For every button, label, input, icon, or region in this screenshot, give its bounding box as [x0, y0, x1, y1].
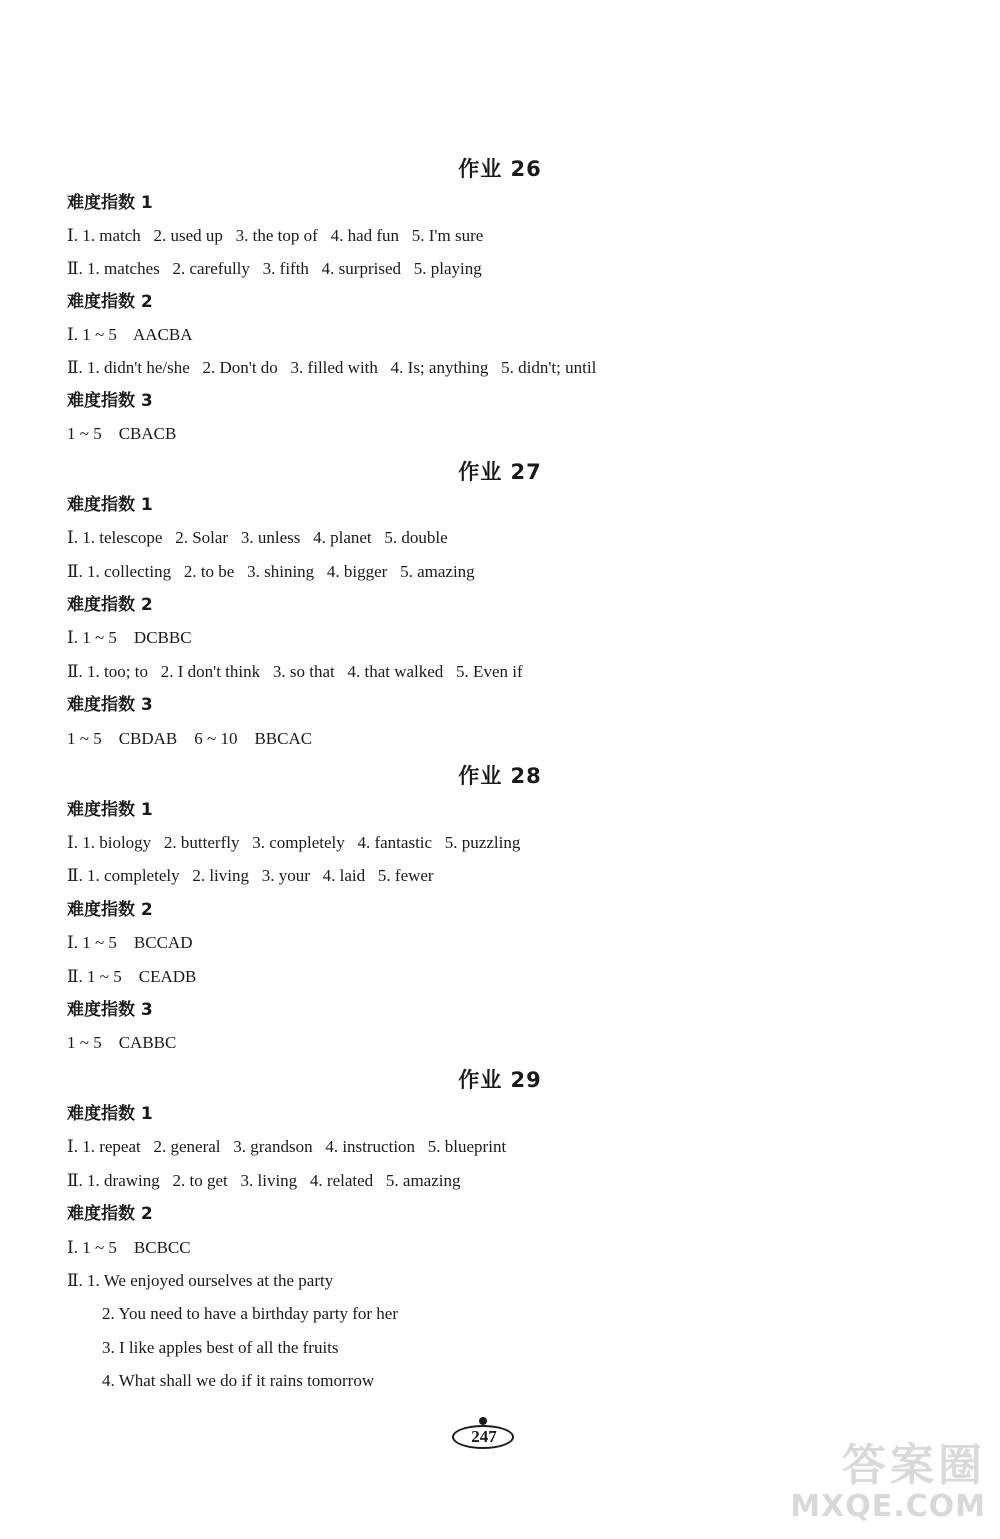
answer-line: 3. I like apples best of all the fruits — [102, 1338, 339, 1357]
answer-line: Ⅰ. 1. match 2. used up 3. the top of 4. had fun 5. I'm sure — [67, 226, 484, 245]
answer-line: Ⅰ. 1. biology 2. butterfly 3. completely 4. fantastic 5. puzzling — [67, 833, 521, 852]
difficulty-label: 难度指数 2 — [67, 292, 153, 312]
answer-line: 1 ~ 5 CBACB — [67, 424, 177, 443]
difficulty-label: 难度指数 1 — [67, 1104, 153, 1124]
answer-line: 1 ~ 5 CBDAB 6 ~ 10 BBCAC — [67, 729, 313, 748]
section-title-27: 作业 27 — [458, 460, 542, 484]
difficulty-label: 难度指数 2 — [67, 1204, 153, 1224]
difficulty-label: 难度指数 1 — [67, 800, 153, 820]
answer-line: 2. You need to have a birthday party for her — [102, 1304, 399, 1323]
answer-line: Ⅱ. 1. We enjoyed ourselves at the party — [67, 1271, 334, 1290]
answer-line: Ⅱ. 1. didn't he/she 2. Don't do 3. filled with 4. Is; anything 5. didn't; until — [67, 358, 597, 377]
answer-line: Ⅱ. 1. too; to 2. I don't think 3. so that 4. that walked 5. Even if — [67, 662, 523, 681]
watermark-url-text: MXQE.COM — [790, 1489, 986, 1524]
answer-line: Ⅰ. 1 ~ 5 BCCAD — [67, 933, 193, 952]
section-title-26: 作业 26 — [458, 157, 542, 181]
site-watermark — [726, 1429, 986, 1529]
answer-line: 4. What shall we do if it rains tomorrow — [102, 1371, 375, 1390]
answer-line: Ⅰ. 1. telescope 2. Solar 3. unless 4. planet 5. double — [67, 528, 448, 547]
answer-line: Ⅱ. 1 ~ 5 CEADB — [67, 967, 197, 986]
page-number: 247 — [471, 1427, 497, 1446]
difficulty-label: 难度指数 1 — [67, 193, 153, 213]
difficulty-label: 难度指数 1 — [67, 495, 153, 515]
answer-line: Ⅱ. 1. collecting 2. to be 3. shining 4. bigger 5. amazing — [67, 562, 475, 581]
difficulty-label: 难度指数 3 — [67, 1000, 153, 1020]
answer-line: Ⅱ. 1. drawing 2. to get 3. living 4. related 5. amazing — [67, 1171, 461, 1190]
page-dot-icon — [479, 1417, 487, 1425]
answer-line: Ⅰ. 1 ~ 5 AACBA — [67, 325, 193, 344]
difficulty-label: 难度指数 2 — [67, 900, 153, 920]
difficulty-label: 难度指数 2 — [67, 595, 153, 615]
answer-line: Ⅱ. 1. matches 2. carefully 3. fifth 4. surprised 5. playing — [67, 259, 482, 278]
answer-line: Ⅰ. 1 ~ 5 DCBBC — [67, 628, 192, 647]
difficulty-label: 难度指数 3 — [67, 391, 153, 411]
difficulty-label: 难度指数 3 — [67, 695, 153, 715]
answer-line: 1 ~ 5 CABBC — [67, 1033, 177, 1052]
answer-line: Ⅰ. 1. repeat 2. general 3. grandson 4. instruction 5. blueprint — [67, 1137, 507, 1156]
section-title-29: 作业 29 — [458, 1068, 542, 1092]
section-title-28: 作业 28 — [458, 764, 542, 788]
watermark-logo-text: 答案圈 — [842, 1440, 986, 1491]
answer-line: Ⅱ. 1. completely 2. living 3. your 4. laid 5. fewer — [67, 866, 434, 885]
page-number-badge — [450, 1417, 518, 1451]
answer-line: Ⅰ. 1 ~ 5 BCBCC — [67, 1238, 191, 1257]
